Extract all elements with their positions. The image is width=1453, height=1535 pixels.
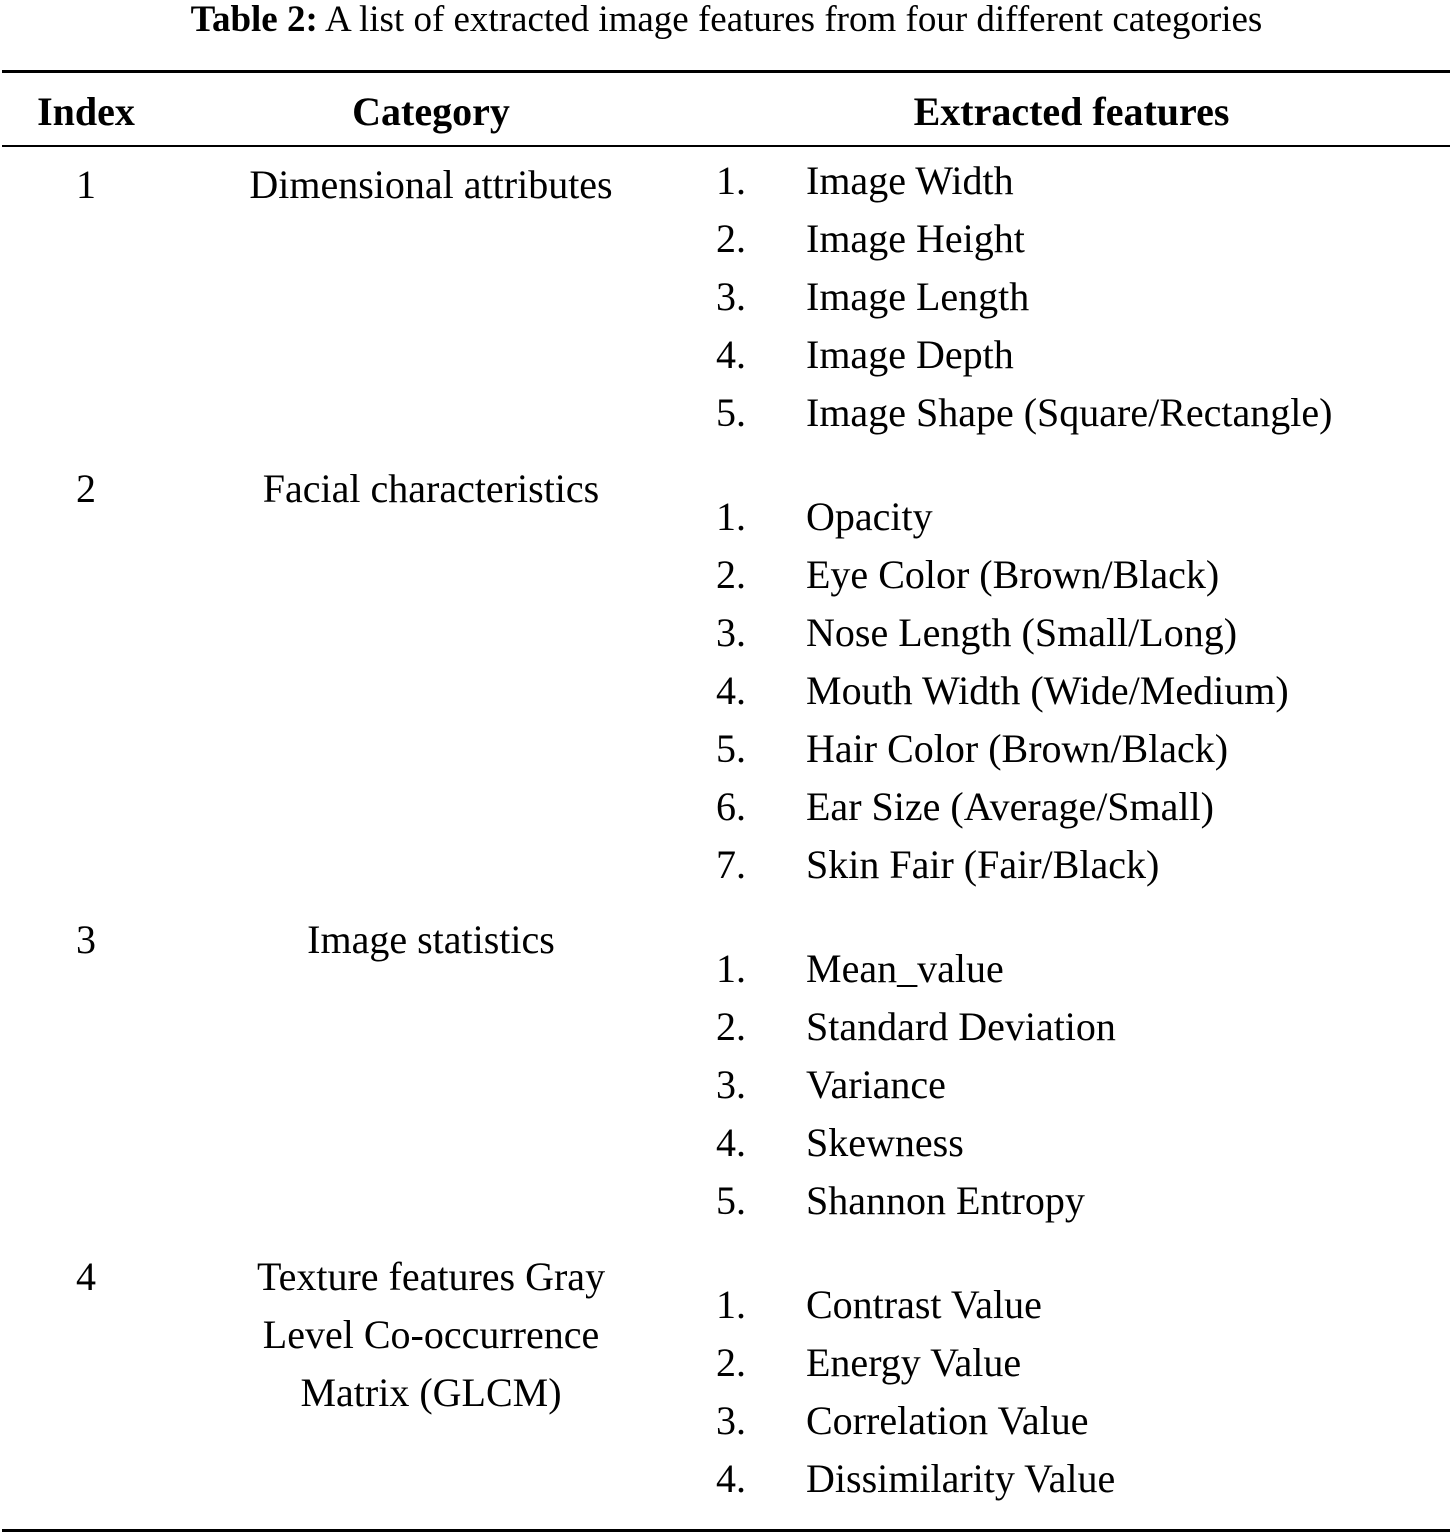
feature-text: Standard Deviation (806, 1004, 1116, 1049)
feature-item (716, 1056, 1446, 1114)
feature-text: Variance (806, 1062, 946, 1107)
feature-item (716, 836, 1446, 894)
feature-text: Eye Color (Brown/Black) (806, 552, 1220, 597)
feature-text: Nose Length (Small/Long) (806, 610, 1238, 655)
feature-item (716, 1114, 1446, 1172)
feature-text: Skewness (806, 1120, 964, 1165)
feature-text: Mouth Width (Wide/Medium) (806, 668, 1289, 713)
header-features: Extracted features (913, 89, 1230, 134)
feature-item (716, 384, 1446, 442)
feature-item (716, 778, 1446, 836)
feature-item (716, 1392, 1446, 1450)
feature-item (716, 1172, 1446, 1230)
feature-number: 5. (716, 1178, 746, 1223)
header-rule (2, 145, 1450, 147)
feature-item (716, 604, 1446, 662)
feature-number: 2. (716, 552, 746, 597)
feature-number: 4. (716, 668, 746, 713)
feature-item (716, 998, 1446, 1056)
feature-item (716, 210, 1446, 268)
row-1-index: 1 (76, 162, 96, 207)
feature-number: 2. (716, 1340, 746, 1385)
feature-number: 1. (716, 494, 746, 539)
row-2-features (716, 488, 1446, 894)
row-3-index: 3 (76, 917, 96, 962)
row-3-category: Image statistics (307, 917, 555, 962)
feature-text: Image Shape (Square/Rectangle) (806, 390, 1333, 435)
feature-number: 1. (716, 946, 746, 991)
table-caption (0, 0, 1453, 40)
feature-item (716, 488, 1446, 546)
feature-number: 6. (716, 784, 746, 829)
feature-text: Image Height (806, 216, 1025, 261)
header-category: Category (352, 89, 510, 134)
feature-text: Image Length (806, 274, 1030, 319)
feature-number: 3. (716, 1398, 746, 1443)
feature-number: 3. (716, 1062, 746, 1107)
feature-number: 3. (716, 274, 746, 319)
row-2-index: 2 (76, 466, 96, 511)
caption-label: Table 2: (190, 0, 318, 40)
row-2-category: Facial characteristics (262, 466, 600, 511)
feature-number: 1. (716, 1282, 746, 1327)
top-rule (2, 70, 1450, 73)
feature-number: 4. (716, 332, 746, 377)
feature-number: 4. (716, 1120, 746, 1165)
row-4-index: 4 (76, 1254, 96, 1299)
feature-item (716, 152, 1446, 210)
feature-item (716, 662, 1446, 720)
feature-text: Shannon Entropy (806, 1178, 1085, 1223)
feature-number: 1. (716, 158, 746, 203)
feature-text: Energy Value (806, 1340, 1022, 1385)
feature-item (716, 1334, 1446, 1392)
feature-text: Image Depth (806, 332, 1014, 377)
feature-item (716, 1450, 1446, 1508)
feature-text: Contrast Value (806, 1282, 1042, 1327)
row-3-features (716, 940, 1446, 1230)
feature-text: Mean_value (806, 946, 1004, 991)
feature-item (716, 940, 1446, 998)
row-4-features (716, 1276, 1446, 1508)
row-4-category: Texture features Gray Level Co-occurrence Matrix (GLCM) (256, 1254, 606, 1415)
feature-item (716, 1276, 1446, 1334)
row-1-category: Dimensional attributes (249, 162, 613, 207)
feature-number: 7. (716, 842, 746, 887)
feature-number: 5. (716, 390, 746, 435)
feature-text: Hair Color (Brown/Black) (806, 726, 1229, 771)
feature-text: Image Width (806, 158, 1014, 203)
feature-text: Ear Size (Average/Small) (806, 784, 1214, 829)
feature-item (716, 720, 1446, 778)
header-index: Index (37, 89, 135, 134)
feature-text: Correlation Value (806, 1398, 1089, 1443)
feature-text: Opacity (806, 494, 933, 539)
feature-item (716, 326, 1446, 384)
feature-number: 3. (716, 610, 746, 655)
bottom-rule (2, 1529, 1450, 1532)
feature-text: Dissimilarity Value (806, 1456, 1116, 1501)
feature-number: 2. (716, 1004, 746, 1049)
row-1-features (716, 152, 1446, 442)
feature-number: 2. (716, 216, 746, 261)
feature-number: 5. (716, 726, 746, 771)
feature-item (716, 268, 1446, 326)
feature-item (716, 546, 1446, 604)
feature-text: Skin Fair (Fair/Black) (806, 842, 1160, 887)
caption-text: A list of extracted image features from four different categories (317, 0, 1263, 40)
feature-number: 4. (716, 1456, 746, 1501)
